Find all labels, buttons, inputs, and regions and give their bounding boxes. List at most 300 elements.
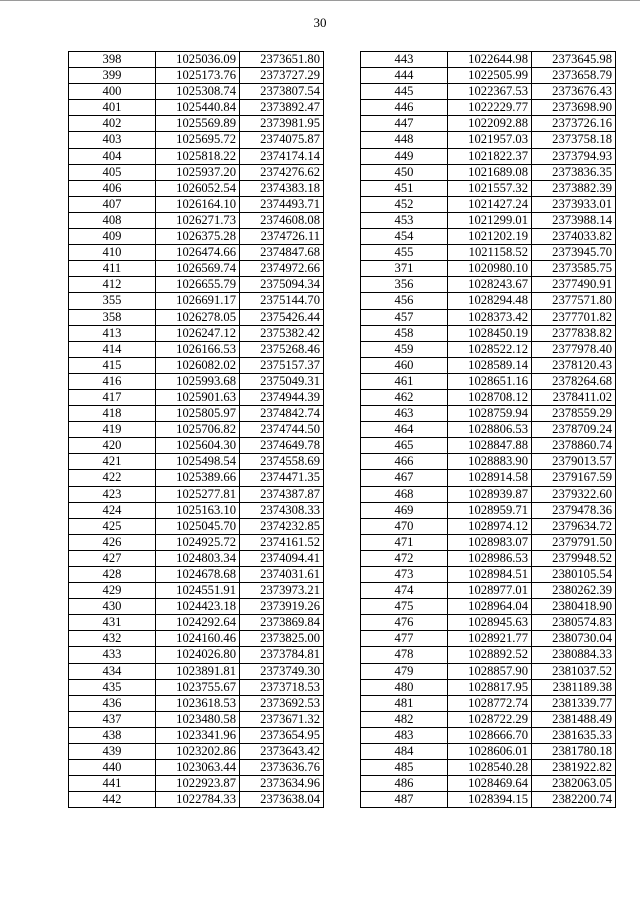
y-coordinate-cell: 2381037.52 [532,663,616,679]
point-number-cell: 419 [69,422,156,438]
table-row [69,261,324,277]
x-coordinate-cell: 1028983.07 [448,534,532,550]
y-coordinate-cell: 2373727.29 [240,68,324,84]
x-coordinate-cell: 1023891.81 [156,663,240,679]
point-number-cell: 467 [361,470,448,486]
x-coordinate-cell: 1024925.72 [156,534,240,550]
point-number-cell: 412 [69,277,156,293]
point-number-cell: 476 [361,615,448,631]
y-coordinate-cell: 2379791.50 [532,534,616,550]
point-number-cell: 468 [361,486,448,502]
x-coordinate-cell: 1028469.64 [448,776,532,792]
table-row [361,679,616,695]
x-coordinate-cell: 1028708.12 [448,389,532,405]
table-row [69,406,324,422]
x-coordinate-cell: 1025389.66 [156,470,240,486]
table-row [361,116,616,132]
point-number-cell: 448 [361,132,448,148]
x-coordinate-cell: 1028857.90 [448,663,532,679]
table-row [361,663,616,679]
x-coordinate-cell: 1025805.97 [156,406,240,422]
point-number-cell: 477 [361,631,448,647]
table-row [69,647,324,663]
x-coordinate-cell: 1028606.01 [448,744,532,760]
table-row [361,647,616,663]
x-coordinate-cell: 1025569.89 [156,116,240,132]
x-coordinate-cell: 1026691.17 [156,293,240,309]
y-coordinate-cell: 2374161.52 [240,534,324,550]
x-coordinate-cell: 1028394.15 [448,792,532,808]
point-number-cell: 438 [69,727,156,743]
y-coordinate-cell: 2379478.36 [532,502,616,518]
y-coordinate-cell: 2373825.00 [240,631,324,647]
table-row [69,341,324,357]
point-number-cell: 485 [361,760,448,776]
table-row [69,148,324,164]
y-coordinate-cell: 2377701.82 [532,309,616,325]
y-coordinate-cell: 2373882.39 [532,180,616,196]
point-number-cell: 409 [69,229,156,245]
y-coordinate-cell: 2373933.01 [532,196,616,212]
table-row [361,792,616,808]
point-number-cell: 440 [69,760,156,776]
point-number-cell: 427 [69,550,156,566]
table-row [361,486,616,502]
x-coordinate-cell: 1028243.67 [448,277,532,293]
x-coordinate-cell: 1028373.42 [448,309,532,325]
x-coordinate-cell: 1023202.86 [156,744,240,760]
point-number-cell: 418 [69,406,156,422]
x-coordinate-cell: 1028722.29 [448,711,532,727]
table-row [69,325,324,341]
table-row [361,293,616,309]
table-row [361,711,616,727]
point-number-cell: 456 [361,293,448,309]
point-number-cell: 402 [69,116,156,132]
table-row [69,373,324,389]
x-coordinate-cell: 1025498.54 [156,454,240,470]
y-coordinate-cell: 2375382.42 [240,325,324,341]
table-row [361,100,616,116]
coordinates-table-right-body [361,52,616,808]
y-coordinate-cell: 2374649.78 [240,438,324,454]
point-number-cell: 358 [69,309,156,325]
x-coordinate-cell: 1026278.05 [156,309,240,325]
x-coordinate-cell: 1023480.58 [156,711,240,727]
x-coordinate-cell: 1026247.12 [156,325,240,341]
table-row [69,52,324,68]
y-coordinate-cell: 2374726.11 [240,229,324,245]
table-row [69,695,324,711]
point-number-cell: 425 [69,518,156,534]
x-coordinate-cell: 1025706.82 [156,422,240,438]
x-coordinate-cell: 1025604.30 [156,438,240,454]
point-number-cell: 486 [361,776,448,792]
point-number-cell: 413 [69,325,156,341]
y-coordinate-cell: 2373651.80 [240,52,324,68]
point-number-cell: 429 [69,583,156,599]
point-number-cell: 483 [361,727,448,743]
table-row [361,567,616,583]
x-coordinate-cell: 1024292.64 [156,615,240,631]
y-coordinate-cell: 2374308.33 [240,502,324,518]
x-coordinate-cell: 1025440.84 [156,100,240,116]
y-coordinate-cell: 2374094.41 [240,550,324,566]
point-number-cell: 371 [361,261,448,277]
point-number-cell: 401 [69,100,156,116]
point-number-cell: 416 [69,373,156,389]
table-row [69,277,324,293]
y-coordinate-cell: 2375144.70 [240,293,324,309]
x-coordinate-cell: 1025173.76 [156,68,240,84]
x-coordinate-cell: 1025993.68 [156,373,240,389]
table-row [361,727,616,743]
y-coordinate-cell: 2374031.61 [240,567,324,583]
x-coordinate-cell: 1024026.80 [156,647,240,663]
point-number-cell: 407 [69,196,156,212]
point-number-cell: 399 [69,68,156,84]
coordinates-table-right [360,51,616,808]
x-coordinate-cell: 1028945.63 [448,615,532,631]
y-coordinate-cell: 2374847.68 [240,245,324,261]
x-coordinate-cell: 1022644.98 [448,52,532,68]
x-coordinate-cell: 1024160.46 [156,631,240,647]
table-row [361,470,616,486]
x-coordinate-cell: 1020980.10 [448,261,532,277]
x-coordinate-cell: 1022505.99 [448,68,532,84]
x-coordinate-cell: 1025045.70 [156,518,240,534]
x-coordinate-cell: 1021158.52 [448,245,532,261]
x-coordinate-cell: 1026271.73 [156,212,240,228]
y-coordinate-cell: 2373919.26 [240,599,324,615]
table-row [361,309,616,325]
table-row [361,245,616,261]
y-coordinate-cell: 2374944.39 [240,389,324,405]
y-coordinate-cell: 2380262.39 [532,583,616,599]
table-row [69,518,324,534]
point-number-cell: 446 [361,100,448,116]
x-coordinate-cell: 1022229.77 [448,100,532,116]
point-number-cell: 442 [69,792,156,808]
y-coordinate-cell: 2374608.08 [240,212,324,228]
table-row [361,631,616,647]
y-coordinate-cell: 2381189.38 [532,679,616,695]
x-coordinate-cell: 1025277.81 [156,486,240,502]
y-coordinate-cell: 2374842.74 [240,406,324,422]
x-coordinate-cell: 1028772.74 [448,695,532,711]
point-number-cell: 473 [361,567,448,583]
x-coordinate-cell: 1025308.74 [156,84,240,100]
point-number-cell: 428 [69,567,156,583]
table-row [361,550,616,566]
y-coordinate-cell: 2374558.69 [240,454,324,470]
point-number-cell: 355 [69,293,156,309]
table-row [69,164,324,180]
y-coordinate-cell: 2373749.30 [240,663,324,679]
table-row [361,229,616,245]
x-coordinate-cell: 1028759.94 [448,406,532,422]
x-coordinate-cell: 1021822.37 [448,148,532,164]
x-coordinate-cell: 1025937.20 [156,164,240,180]
x-coordinate-cell: 1025163.10 [156,502,240,518]
table-row [361,180,616,196]
x-coordinate-cell: 1028959.71 [448,502,532,518]
table-row [361,325,616,341]
table-row [361,406,616,422]
y-coordinate-cell: 2381339.77 [532,695,616,711]
table-row [361,534,616,550]
point-number-cell: 423 [69,486,156,502]
table-row [69,389,324,405]
table-row [361,744,616,760]
table-row [361,776,616,792]
y-coordinate-cell: 2373784.81 [240,647,324,663]
point-number-cell: 480 [361,679,448,695]
point-number-cell: 415 [69,357,156,373]
point-number-cell: 447 [361,116,448,132]
table-row [69,486,324,502]
x-coordinate-cell: 1023063.44 [156,760,240,776]
x-coordinate-cell: 1023755.67 [156,679,240,695]
y-coordinate-cell: 2374471.35 [240,470,324,486]
point-number-cell: 422 [69,470,156,486]
table-row [69,438,324,454]
y-coordinate-cell: 2373671.32 [240,711,324,727]
y-coordinate-cell: 2378860.74 [532,438,616,454]
point-number-cell: 457 [361,309,448,325]
point-number-cell: 408 [69,212,156,228]
table-row [361,148,616,164]
coordinates-table-left-body [69,52,324,808]
point-number-cell: 434 [69,663,156,679]
table-row [69,760,324,776]
x-coordinate-cell: 1028666.70 [448,727,532,743]
x-coordinate-cell: 1028977.01 [448,583,532,599]
y-coordinate-cell: 2379013.57 [532,454,616,470]
y-coordinate-cell: 2381922.82 [532,760,616,776]
table-row [69,744,324,760]
point-number-cell: 453 [361,212,448,228]
x-coordinate-cell: 1028921.77 [448,631,532,647]
point-number-cell: 469 [361,502,448,518]
point-number-cell: 406 [69,180,156,196]
x-coordinate-cell: 1024803.34 [156,550,240,566]
x-coordinate-cell: 1022784.33 [156,792,240,808]
y-coordinate-cell: 2377490.91 [532,277,616,293]
y-coordinate-cell: 2380105.54 [532,567,616,583]
y-coordinate-cell: 2382063.05 [532,776,616,792]
table-row [69,68,324,84]
y-coordinate-cell: 2373676.43 [532,84,616,100]
y-coordinate-cell: 2374493.71 [240,196,324,212]
point-number-cell: 462 [361,389,448,405]
point-number-cell: 461 [361,373,448,389]
table-row [69,711,324,727]
y-coordinate-cell: 2373836.35 [532,164,616,180]
y-coordinate-cell: 2374972.66 [240,261,324,277]
table-row [361,422,616,438]
x-coordinate-cell: 1021557.32 [448,180,532,196]
y-coordinate-cell: 2373643.42 [240,744,324,760]
x-coordinate-cell: 1026052.54 [156,180,240,196]
point-number-cell: 451 [361,180,448,196]
point-number-cell: 443 [361,52,448,68]
point-number-cell: 472 [361,550,448,566]
x-coordinate-cell: 1021202.19 [448,229,532,245]
x-coordinate-cell: 1028651.16 [448,373,532,389]
y-coordinate-cell: 2378559.29 [532,406,616,422]
y-coordinate-cell: 2374387.87 [240,486,324,502]
y-coordinate-cell: 2373634.96 [240,776,324,792]
table-row [361,357,616,373]
x-coordinate-cell: 1026655.79 [156,277,240,293]
x-coordinate-cell: 1022367.53 [448,84,532,100]
table-row [69,679,324,695]
y-coordinate-cell: 2377978.40 [532,341,616,357]
point-number-cell: 417 [69,389,156,405]
x-coordinate-cell: 1022923.87 [156,776,240,792]
point-number-cell: 450 [361,164,448,180]
y-coordinate-cell: 2374232.85 [240,518,324,534]
table-row [69,663,324,679]
x-coordinate-cell: 1025695.72 [156,132,240,148]
y-coordinate-cell: 2373698.90 [532,100,616,116]
point-number-cell: 482 [361,711,448,727]
point-number-cell: 478 [361,647,448,663]
table-row [361,518,616,534]
table-row [69,470,324,486]
x-coordinate-cell: 1028540.28 [448,760,532,776]
table-row [69,84,324,100]
table-row [69,100,324,116]
table-row [361,583,616,599]
table-row [69,776,324,792]
point-number-cell: 435 [69,679,156,695]
page-number: 30 [313,15,327,30]
y-coordinate-cell: 2382200.74 [532,792,616,808]
point-number-cell: 458 [361,325,448,341]
x-coordinate-cell: 1028964.04 [448,599,532,615]
y-coordinate-cell: 2373654.95 [240,727,324,743]
table-row [69,454,324,470]
x-coordinate-cell: 1021957.03 [448,132,532,148]
x-coordinate-cell: 1025818.22 [156,148,240,164]
x-coordinate-cell: 1028847.88 [448,438,532,454]
x-coordinate-cell: 1026569.74 [156,261,240,277]
point-number-cell: 455 [361,245,448,261]
point-number-cell: 398 [69,52,156,68]
table-row [69,727,324,743]
y-coordinate-cell: 2373988.14 [532,212,616,228]
point-number-cell: 403 [69,132,156,148]
y-coordinate-cell: 2379322.60 [532,486,616,502]
y-coordinate-cell: 2373638.04 [240,792,324,808]
point-number-cell: 430 [69,599,156,615]
point-number-cell: 464 [361,422,448,438]
point-number-cell: 441 [69,776,156,792]
table-row [69,245,324,261]
x-coordinate-cell: 1021427.24 [448,196,532,212]
x-coordinate-cell: 1028914.58 [448,470,532,486]
table-row [361,502,616,518]
table-row [69,180,324,196]
point-number-cell: 411 [69,261,156,277]
x-coordinate-cell: 1028892.52 [448,647,532,663]
point-number-cell: 466 [361,454,448,470]
table-row [361,212,616,228]
point-number-cell: 449 [361,148,448,164]
y-coordinate-cell: 2373973.21 [240,583,324,599]
y-coordinate-cell: 2374174.14 [240,148,324,164]
x-coordinate-cell: 1026375.28 [156,229,240,245]
y-coordinate-cell: 2381780.18 [532,744,616,760]
table-row [69,534,324,550]
y-coordinate-cell: 2373945.70 [532,245,616,261]
table-row [69,293,324,309]
y-coordinate-cell: 2375426.44 [240,309,324,325]
point-number-cell: 470 [361,518,448,534]
point-number-cell: 479 [361,663,448,679]
table-row [69,502,324,518]
y-coordinate-cell: 2375049.31 [240,373,324,389]
table-row [361,760,616,776]
table-row [69,309,324,325]
x-coordinate-cell: 1028450.19 [448,325,532,341]
x-coordinate-cell: 1021299.01 [448,212,532,228]
y-coordinate-cell: 2378709.24 [532,422,616,438]
point-number-cell: 459 [361,341,448,357]
table-row [361,196,616,212]
point-number-cell: 444 [361,68,448,84]
y-coordinate-cell: 2381635.33 [532,727,616,743]
table-row [361,84,616,100]
x-coordinate-cell: 1024423.18 [156,599,240,615]
point-number-cell: 405 [69,164,156,180]
x-coordinate-cell: 1024678.68 [156,567,240,583]
table-row [361,261,616,277]
y-coordinate-cell: 2378411.02 [532,389,616,405]
point-number-cell: 481 [361,695,448,711]
y-coordinate-cell: 2373869.84 [240,615,324,631]
x-coordinate-cell: 1028589.14 [448,357,532,373]
x-coordinate-cell: 1026166.53 [156,341,240,357]
point-number-cell: 424 [69,502,156,518]
coordinates-table-left [68,51,324,808]
y-coordinate-cell: 2374276.62 [240,164,324,180]
point-number-cell: 439 [69,744,156,760]
x-coordinate-cell: 1025036.09 [156,52,240,68]
y-coordinate-cell: 2373726.16 [532,116,616,132]
point-number-cell: 432 [69,631,156,647]
x-coordinate-cell: 1028974.12 [448,518,532,534]
table-row [69,132,324,148]
y-coordinate-cell: 2379948.52 [532,550,616,566]
y-coordinate-cell: 2373645.98 [532,52,616,68]
table-row [69,792,324,808]
y-coordinate-cell: 2379634.72 [532,518,616,534]
table-row [361,373,616,389]
table-row [361,164,616,180]
y-coordinate-cell: 2373981.95 [240,116,324,132]
y-coordinate-cell: 2379167.59 [532,470,616,486]
point-number-cell: 474 [361,583,448,599]
table-row [361,277,616,293]
y-coordinate-cell: 2374744.50 [240,422,324,438]
y-coordinate-cell: 2373692.53 [240,695,324,711]
y-coordinate-cell: 2380418.90 [532,599,616,615]
table-row [69,550,324,566]
table-row [69,357,324,373]
